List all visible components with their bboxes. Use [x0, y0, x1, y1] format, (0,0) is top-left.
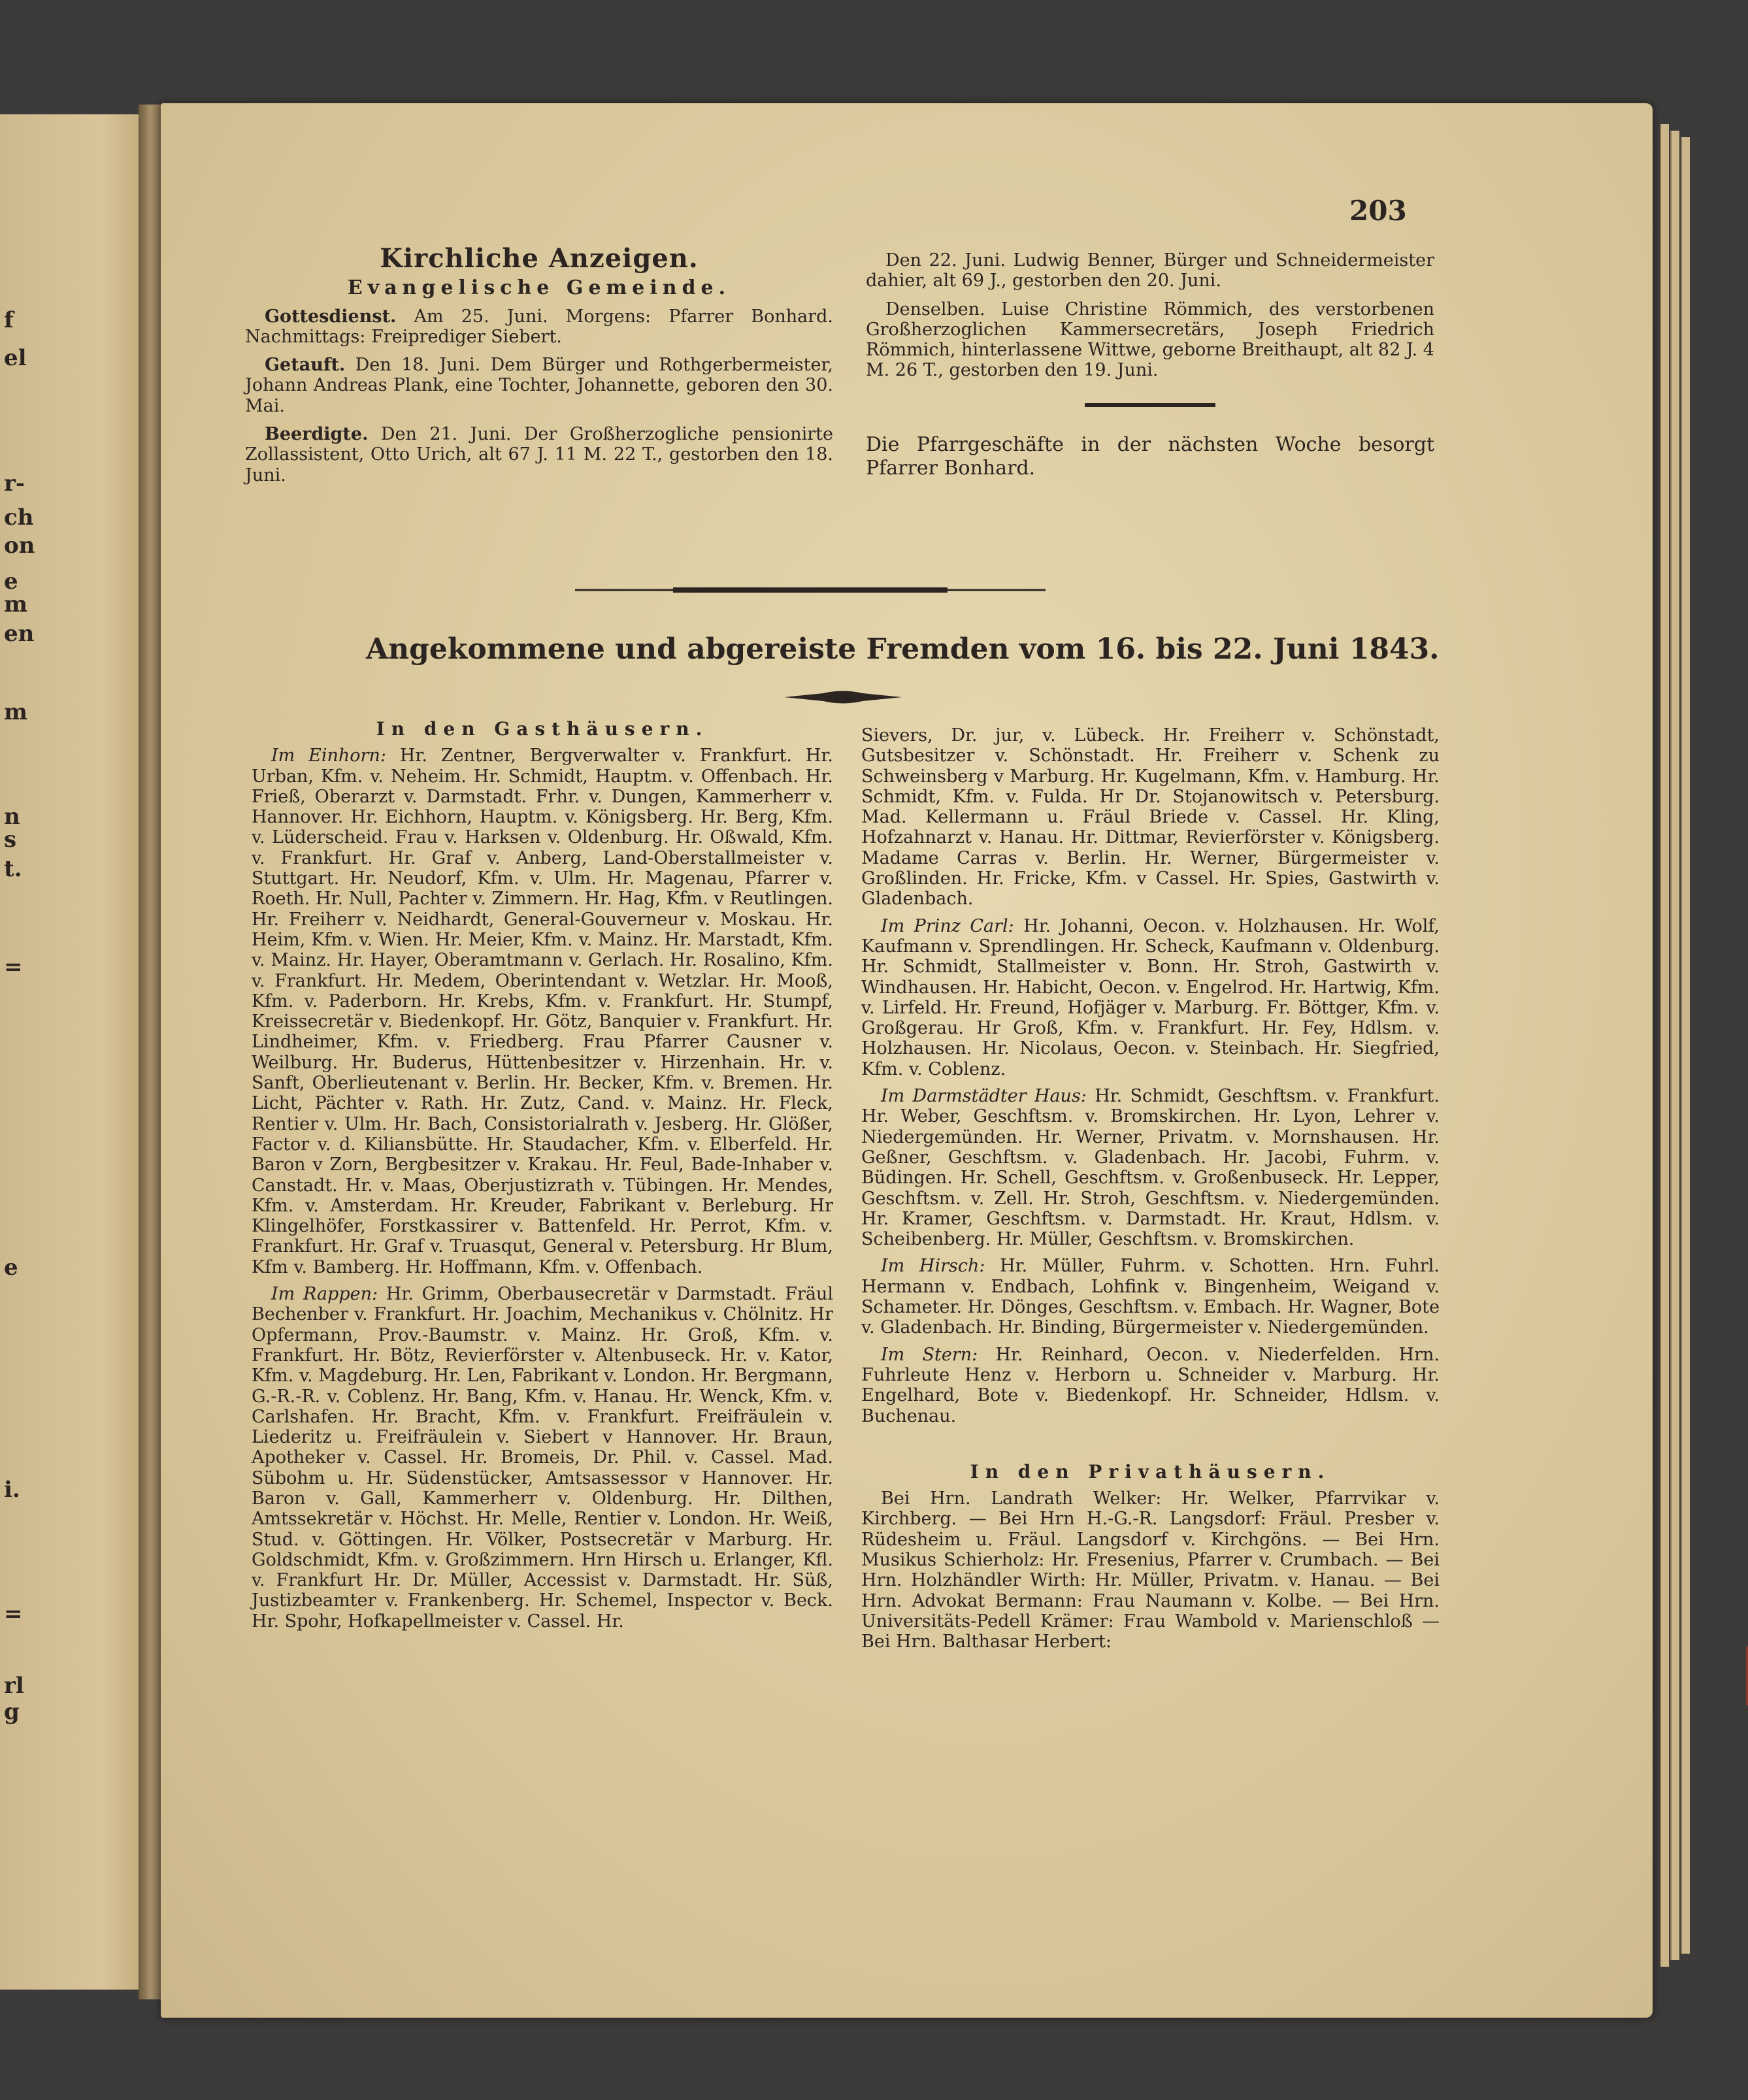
strangers-title: Angekommene und abgereiste Fremden vom 16. bis 22. Juni 1843.	[366, 632, 1440, 666]
previous-page-fragment: g	[4, 1699, 20, 1725]
guesthouse-list	[252, 746, 833, 1632]
church-title: Kirchliche Anzeigen.	[380, 243, 699, 274]
church-subtitle: Evangelische Gemeinde.	[347, 276, 731, 300]
page-number: 203	[1349, 195, 1407, 227]
page-stack-edge	[1670, 131, 1679, 1960]
page-stack-edge	[1660, 124, 1669, 1967]
church-entry-keyword: Getauft.	[265, 355, 346, 376]
previous-page-fragment: m	[4, 591, 27, 617]
previous-page-fragment: ch	[4, 504, 34, 531]
church-death-entries	[866, 250, 1434, 381]
guest-list-text: Hr. Grimm, Oberbausecretär v Darmstadt. Fräul Bechenber v. Frankfurt. Hr. Joachim, Mechanikus v. Chölnitz. Hr Opfermann, Prov.-Baumstr. v. Mainz. Hr. Groß, Kfm. v. Frankfurt. Hr. Bötz, Revierförster v. Altenbuseck. Hr. v. Kator, Kfm. v. Magdeburg. Hr. Len, Fabrikant v. London. Hr. Bergmann, G.-R.-R. v. Coblenz. Hr. Bang, Kfm. v. Hanau. Hr. Wenck, Kfm. v. Carlshafen. Hr. Bracht, Kfm. v. Frankfurt. Freifräulein v. Liederitz u. Freifräulein v. Siebert v Hannover. Hr. Braun, Apotheker v. Cassel. Hr. Bromeis, Dr. Phil. v. Cassel. Mad. Sübohm u. Hr. Südenstücker, Amtsassessor v Hannover. Hr. Baron v. Gall, Kammerherr v. Oldenburg. Hr. Dilthen, Amtssekretär v. Höchst. Hr. Melle, Rentier v. London. Hr. Weiß, Stud. v. Göttingen. Hr. Völker, Postsecretär v Marburg. Hr. Goldschmidt, Kfm. v. Großzimmern. Hrn Hirsch u. Erlanger, Kfl. v. Frankfurt Hr. Dr. Müller, Accessist v. Darmstadt. Hr. Süß, Justizbeamter v. Frankenberg. Hr. Schemel, Inspector v. Beck. Hr. Spohr, Hofkapellmeister v. Cassel. Hr.	[252, 1284, 833, 1632]
guest-list-text: Sievers, Dr. jur, v. Lübeck. Hr. Freiherr v. Schönstadt, Gutsbesitzer v. Schönstadt. Hr. Freiherr v. Schenk zu Schweinsberg v Marburg. Hr. Kugelmann, Kfm. v. Hamburg. Hr. Schmidt, Kfm. v. Fulda. Hr Dr. Stojanowitsch v. Petersburg. Mad. Kellermann u. Fräul Briede v. Cassel. Hr. Kling, Hofzahnarzt v. Hanau. Hr. Dittmar, Revierförster v. Königsberg. Madame Carras v. Berlin. Hr. Werner, Bürgermeister v. Großlinden. Hr. Fricke, Kfm. v Cassel. Hr. Spies, Gastwirth v. Gladenbach.	[861, 725, 1440, 910]
church-entry-keyword: Gottesdienst.	[265, 306, 397, 327]
previous-page-fragment: el	[4, 345, 27, 371]
guest-list-text: Hr. Reinhard, Oecon. v. Niederfelden. Hrn. Fuhrleute Henz v. Herborn u. Schneider v. Marburg. Hr. Engelhard, Bote v. Biedenkopf. Hr. Schneider, Hdlsm. v. Buchenau.	[861, 1344, 1440, 1426]
guest-list-text: Hr. Zentner, Bergverwalter v. Frankfurt. Hr. Urban, Kfm. v. Neheim. Hr. Schmidt, Hauptm. v. Offenbach. Hr. Frieß, Oberarzt v. Darmstadt. Frhr. v. Dungen, Kammerherr v. Hannover. Hr. Eichhorn, Hauptm. v. Königsberg. Hr. Berg, Kfm. v. Lüderscheid. Frau v. Harksen v. Oldenburg. Hr. Oßwald, Kfm. v. Frankfurt. Hr. Graf v. Anberg, Land-Oberstallmeister v. Stuttgart. Hr. Neudorf, Kfm. v. Ulm. Hr. Magenau, Pfarrer v. Roeth. Hr. Null, Pachter v. Zimmern. Hr. Hag, Kfm. v Reutlingen. Hr. Freiherr v. Neidhardt, General-Gouverneur v. Moskau. Hr. Heim, Kfm. v. Wien. Hr. Meier, Kfm. v. Mainz. Hr. Marstadt, Kfm. v. Mainz. Hr. Hayer, Oberamtmann v. Gerlach. Hr. Rosalino, Kfm. v. Frankfurt. Hr. Medem, Oberintendant v. Wetzlar. Hr. Mooß, Kfm. v. Paderborn. Hr. Krebs, Kfm. v. Frankfurt. Hr. Stumpf, Kreissecretär v. Biedenkopf. Hr. Götz, Banquier v. Frankfurt. Hr. Lindheimer, Kfm. v. Friedberg. Frau Pfarrer Causner v. Weilburg. Hr. Buderus, Hüttenbesitzer v. Hirzenhain. Hr. v. Sanft, Oberlieutenant v. Berlin. Hr. Becker, Kfm. v. Bremen. Hr. Licht, Pächter v. Rath. Hr. Zutz, Cand. v. Mainz. Hr. Fleck, Rentier v. Ulm. Hr. Bach, Consistorialrath v. Jesberg. Hr. Glößer, Factor v. d. Kiliansbütte. Hr. Staudacher, Kfm. v. Elberfeld. Hr. Baron v Zorn, Bergbesitzer v. Krakau. Hr. Feul, Bade-Inhaber v. Canstadt. Hr. v. Maas, Oberjustizrath v. Tübingen. Hr. Mendes, Kfm. v. Amsterdam. Hr. Kreuder, Fabrikant v. Berleburg. Hr Klingelhöfer, Forstkassirer v. Battenfeld. Hr. Perrot, Kfm. v. Frankfurt. Hr. Graf v. Truasqut, General v. Petersburg. Hr Blum, Kfm v. Bamberg. Hr. Hoffmann, Kfm. v. Offenbach.	[252, 746, 833, 1277]
private-houses-list: Bei Hrn. Landrath Welker: Hr. Welker, Pfarrvikar v. Kirchberg. — Bei Hrn H.-G.-R. Langsdorf: Fräul. Presber v. Rüdesheim u. Fräul. Langsdorf v. Kirchgöns. — Bei Hrn. Musikus Schierholz: Hr. Fresenius, Pfarrer v. Crumbach. — Bei Hrn. Holzhändler Wirth: Hr. Müller, Privatm. v. Hanau. — Bei Hrn. Advokat Bermann: Frau Naumann v. Kolbe. — Bei Hrn. Universitäts-Pedell Krämer: Frau Wambold v. Marienschloß — Bei Hrn. Balthasar Herbert:	[861, 1488, 1440, 1652]
private-houses-heading: In den Privathäusern.	[970, 1460, 1331, 1483]
guesthouse-name: Im Hirsch:	[881, 1256, 985, 1277]
guesthouse-name: Im Prinz Carl:	[881, 915, 1014, 936]
strangers-left-column	[252, 719, 833, 1632]
previous-page-fragment: r-	[4, 470, 25, 497]
church-entry-text: Den 18. Juni. Dem Bürger und Rothgerbermeister, Johann Andreas Plank, eine Tochter, Johannette, geboren den 30. Mai.	[245, 355, 833, 416]
guesthouse-name: Im Stern:	[881, 1344, 978, 1365]
guesthouse-entry	[861, 725, 1440, 910]
strangers-right-column	[861, 725, 1440, 1652]
parish-note: Die Pfarrgeschäfte in der nächsten Woche besorgt Pfarrer Bonhard.	[866, 433, 1434, 480]
guest-list-text: Hr. Johanni, Oecon. v. Holzhausen. Hr. Wolf, Kaufmann v. Sprendlingen. Hr. Scheck, Kaufmann v. Oldenburg. Hr. Schmidt, Stallmeister v. Bonn. Hr. Stroh, Gastwirth v. Windhausen. Hr. Habicht, Oecon. v. Engelrod. Hr. Hartwig, Kfm. v. Lirfeld. Hr. Freund, Hofjäger v. Marburg. Fr. Böttger, Kfm. v. Großgerau. Hr Groß, Kfm. v. Frankfurt. Hr. Fey, Hdlsm. v. Holzhausen. Hr. Nicolaus, Oecon. v. Steinbach. Hr. Siegfried, Kfm. v. Coblenz.	[861, 915, 1440, 1079]
guesthouse-entry	[861, 1256, 1440, 1337]
church-entry	[245, 306, 833, 348]
church-notices-right	[866, 250, 1434, 480]
previous-page-fragment: s	[4, 827, 17, 853]
previous-page-fragment: t.	[4, 856, 22, 882]
death-entry: Den 22. Juni. Ludwig Benner, Bürger und Schneidermeister dahier, alt 69 J., gestorben den 20. Juni.	[866, 250, 1434, 291]
previous-page-fragment: =	[4, 1601, 23, 1627]
title-ornament	[784, 687, 902, 707]
guesthouse-entry	[861, 1345, 1440, 1426]
previous-page-fragment: f	[4, 307, 14, 333]
previous-page-fragment: n	[4, 804, 20, 830]
previous-page-fragment: on	[4, 533, 35, 559]
guesthouse-entry	[861, 1086, 1440, 1249]
previous-page-fragment: i.	[4, 1477, 20, 1503]
previous-page-fragment: en	[4, 621, 35, 647]
guesthouse-name: Im Darmstädter Haus:	[881, 1086, 1087, 1107]
previous-page-fragment: e	[4, 568, 18, 595]
church-notices-left	[245, 243, 833, 485]
death-entry: Denselben. Luise Christine Römmich, des verstorbenen Großherzoglichen Kammersecretärs, Joseph Friedrich Römmich, hinterlassene Wittwe, geborne Breithaupt, alt 82 J. 4 M. 26 T., gestorben den 19. Juni.	[866, 299, 1434, 381]
previous-page-fragment: m	[4, 699, 27, 725]
guesthouse-name: Im Rappen:	[271, 1284, 378, 1305]
previous-page-fragment: =	[4, 954, 23, 980]
previous-page-fragment: rl	[4, 1673, 24, 1699]
church-entry-keyword: Beerdigte.	[265, 424, 369, 445]
previous-page-fragment: e	[4, 1255, 18, 1281]
guesthouse-entry	[252, 1284, 833, 1632]
guesthouse-name: Im Einhorn:	[271, 746, 386, 766]
church-entry	[245, 424, 833, 485]
section-divider	[575, 583, 1046, 597]
guest-list-text: Hr. Müller, Fuhrm. v. Schotten. Hrn. Fuhrl. Hermann v. Endbach, Lohfink v. Bingenheim, Weigand v. Schameter. Hr. Dönges, Geschftsm. v. Embach. Hr. Wagner, Bote v. Gladenbach. Hr. Binding, Bürgermeister v. Niedergemünden.	[861, 1256, 1440, 1338]
guest-list-text: Hr. Schmidt, Geschftsm. v. Frankfurt. Hr. Weber, Geschftsm. v. Bromskirchen. Hr. Lyon, Lehrer v. Niedergemünden. Hr. Werner, Privatm. v. Mornshausen. Hr. Geßner, Geschftsm. v. Gladenbach. Hr. Jacobi, Fuhrm. v. Büdingen. Hr. Schell, Geschftsm. v. Großenbuseck. Hr. Lepper, Geschftsm. v. Zell. Hr. Stroh, Geschftsm. v. Niedergemünden. Hr. Kramer, Geschftsm. v. Darmstadt. Hr. Kraut, Hdlsm. v. Scheibenberg. Hr. Müller, Geschftsm. v. Bromskirchen.	[861, 1086, 1440, 1250]
guesthouse-entry	[861, 916, 1440, 1079]
separator-rule	[866, 395, 1434, 415]
church-entries	[245, 306, 833, 485]
church-entry	[245, 355, 833, 416]
page-stack-edge	[1681, 137, 1690, 1954]
guesthouse-list-continued	[861, 725, 1440, 1426]
guesthouses-heading: In den Gasthäusern.	[376, 718, 709, 740]
guesthouse-entry	[252, 746, 833, 1277]
church-entry-text: Den 21. Juni. Der Großherzogliche pensionirte Zollassistent, Otto Urich, alt 67 J. 11 M. 22 T., gestorben den 18. Juni.	[245, 424, 833, 485]
church-entry-text: Am 25. Juni. Morgens: Pfarrer Bonhard. Nachmittags: Freiprediger Siebert.	[245, 306, 833, 347]
